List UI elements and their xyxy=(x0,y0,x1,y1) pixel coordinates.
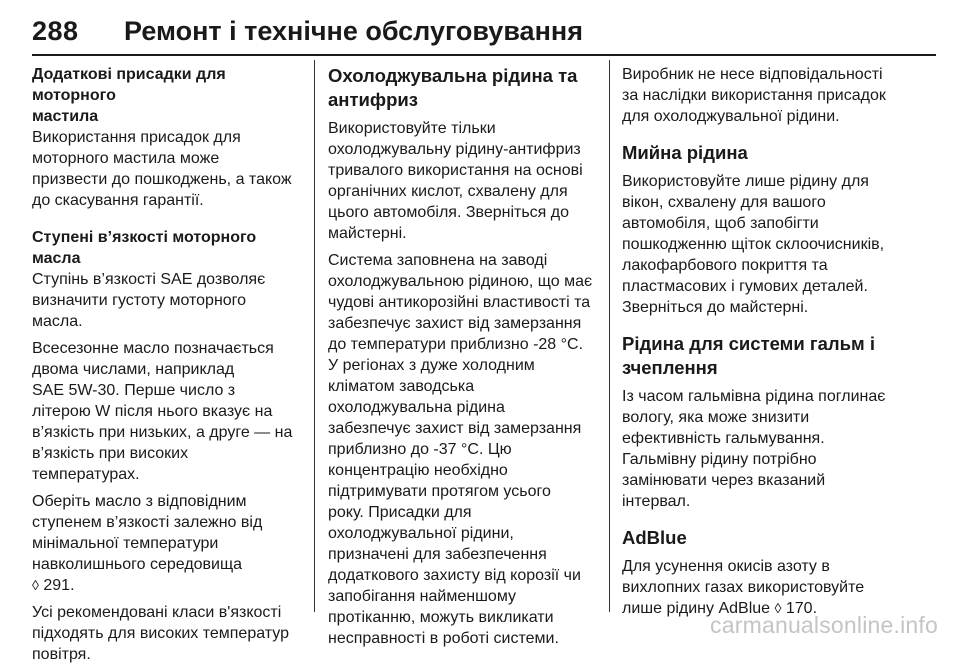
paragraph-adblue xyxy=(622,556,922,619)
paragraph-oil-additives: Використання присадок для моторного мастила може призвести до пошкоджень, а також до скасування гарантії. xyxy=(32,129,292,209)
paragraph-viscosity-3: Оберіть масло з відповідним ступенем в’язкості залежно від мінімальної температури навколишнього середовища xyxy=(32,493,263,573)
heading-adblue: AdBlue xyxy=(622,527,687,548)
column-divider-1 xyxy=(314,60,315,612)
page-header xyxy=(32,0,936,58)
paragraph-brake-fluid-1: Із часом гальмівна рідина поглинає вологу, яка може знизити ефективність гальмування. xyxy=(622,388,886,447)
page-ref-arrow-icon: ◊ xyxy=(774,600,782,616)
heading-brake-fluid: Рідина для системи гальм і зчеплення xyxy=(622,333,875,378)
paragraph-brake-fluid-2: Гальмівну рідину потрібно замінювати через вказаний інтервал. xyxy=(622,451,826,510)
page-ref-number: 291. xyxy=(38,577,75,594)
paragraph-washer-fluid: Використовуйте лише рідину для вікон, схвалену для вашого автомобіля, щоб запобігти пошкодженню щіток склоочисників, лакофарбового покриття та пластмасових і гумових деталей. Зверніться до майстерні. xyxy=(622,173,885,316)
paragraph-manufacturer-note: Виробник не несе відповідальності за наслідки використання присадок для охолоджувальної рідини. xyxy=(622,66,886,125)
column-middle xyxy=(328,64,600,649)
heading-washer-fluid: Мийна рідина xyxy=(622,142,748,163)
paragraph-viscosity-1: Ступінь в’язкості SAE дозволяє визначити густоту моторного масла. xyxy=(32,271,266,330)
header-divider xyxy=(32,54,936,56)
page-reference[interactable] xyxy=(32,575,304,596)
watermark-text: carmanualsonline.info xyxy=(710,612,938,638)
heading-coolant: Охолоджувальна рідина та антифриз xyxy=(328,65,578,110)
page-ref-number: 170. xyxy=(781,600,818,617)
heading-oil-viscosity: Ступені в’язкості моторного масла xyxy=(32,229,257,267)
paragraph-viscosity-2: Всесезонне масло позначається двома числами, наприклад SAE 5W-30. Перше число з літерою W після нього вказує на в’язкість при низьких, а друге — на в’язкість при високих температурах. xyxy=(32,340,293,483)
heading-oil-additives: Додаткові присадки для моторного мастила xyxy=(32,66,226,125)
column-divider-2 xyxy=(609,60,610,612)
chapter-title: Ремонт і технічне обслуговування xyxy=(124,16,583,46)
paragraph-coolant-2: Система заповнена на заводі охолоджувальною рідиною, що має чудові антикорозійні властивості та забезпечує захист від замерзання до температури приблизно -28 °C. У регіонах з дуже холодним кліматом заводська охолоджувальна рідина забезпечує захист від замерзання приблизно до -37 °C. Цю концентрацію необхідно підтримувати протягом усього року. Присадки для охолоджувальної рідини, призначені для забезпечення додаткового захисту від корозії чи запобігання найменшому протіканню, можуть викликати несправності в роботі системи. xyxy=(328,252,593,647)
page-number: 288 xyxy=(32,16,79,46)
paragraph-coolant-1: Використовуйте тільки охолоджувальну рідину-антифриз тривалого використання на основі органічних кислот, схвалену для цього автомобіля. Зверніться до майстерні. xyxy=(328,120,583,242)
page-ref-arrow-icon: ◊ xyxy=(32,577,39,593)
adblue-text: Для усунення окисів азоту в вихлопних газах використовуйте лише рідину AdBlue xyxy=(622,558,865,617)
column-left xyxy=(32,64,304,665)
column-right xyxy=(622,64,922,619)
paragraph-viscosity-4: Усі рекомендовані класи в'язкості підходять для високих температур повітря. xyxy=(32,604,289,663)
